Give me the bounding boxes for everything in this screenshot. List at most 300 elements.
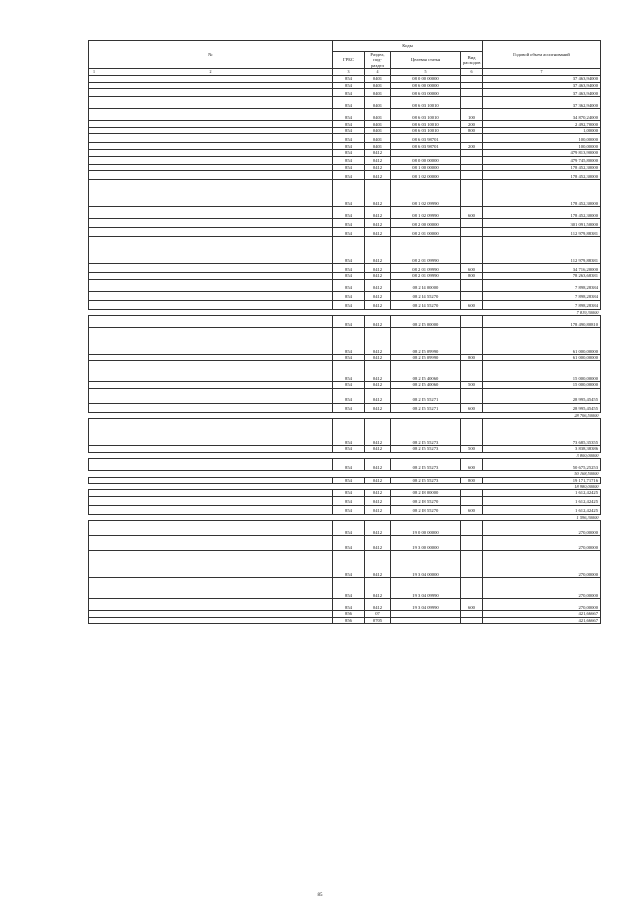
note-amount: 28 706,50000: [483, 412, 601, 418]
note-amount: 18 980,00000: [483, 483, 601, 489]
grbs-cell: 856: [333, 611, 365, 617]
amount-cell: 178 452,30000: [483, 171, 601, 180]
name-cell: [89, 316, 333, 328]
kind-cell: [461, 156, 483, 164]
kind-cell: 600: [461, 300, 483, 309]
amount-cell: 112 979,88381: [483, 237, 601, 264]
table-row: [89, 459, 601, 471]
article-header: Целевая статья: [391, 52, 461, 69]
name-cell: [89, 551, 333, 578]
article-cell: 08 1 00 00000: [391, 164, 461, 170]
table-row: [89, 134, 601, 143]
grbs-cell: 854: [333, 388, 365, 403]
article-cell: 08 1 02 09990: [391, 207, 461, 219]
kind-cell: [461, 228, 483, 237]
table-row: [89, 121, 601, 128]
section-cell: 0401: [365, 128, 391, 134]
kind-cell: [461, 180, 483, 207]
amount-cell: 15 000,00000: [483, 382, 601, 388]
amount-cell: 270,00000: [483, 551, 601, 578]
section-cell: 0412: [365, 599, 391, 611]
table-row: [89, 300, 601, 309]
article-cell: 08 6 00 00000: [391, 82, 461, 88]
kind-cell: [461, 496, 483, 505]
amount-cell: 270,00000: [483, 578, 601, 599]
kind-header: Вид расходов: [461, 52, 483, 69]
section-cell: 0412: [365, 237, 391, 264]
section-cell: 0412: [365, 180, 391, 207]
section-cell: 0412: [365, 382, 391, 388]
grbs-cell: 854: [333, 496, 365, 505]
kind-cell: [461, 617, 483, 623]
amount-cell: 1 612,42425: [483, 505, 601, 514]
grbs-cell: 854: [333, 134, 365, 143]
kind-cell: [461, 89, 483, 97]
kind-cell: 600: [461, 599, 483, 611]
name-cell: [89, 419, 333, 446]
name-cell: [89, 300, 333, 309]
column-number-6: 6: [461, 69, 483, 75]
amount-cell: 479 745,80000: [483, 156, 601, 164]
amount-cell: 270,00000: [483, 521, 601, 536]
amount-cell: 421,66667: [483, 611, 601, 617]
kind-cell: 800: [461, 355, 483, 361]
kind-cell: [461, 388, 483, 403]
section-cell: 0412: [365, 403, 391, 412]
amount-cell: 28 995,45455: [483, 403, 601, 412]
kind-cell: 800: [461, 128, 483, 134]
section-cell: 0412: [365, 291, 391, 300]
grbs-cell: 854: [333, 477, 365, 483]
section-cell: 0705: [365, 617, 391, 623]
grbs-cell: 854: [333, 180, 365, 207]
kind-cell: 600: [461, 264, 483, 273]
article-cell: 08 2 I5 09990: [391, 328, 461, 355]
page-number: 85: [317, 893, 323, 898]
article-cell: 19 3 04 09990: [391, 578, 461, 599]
section-cell: 0412: [365, 328, 391, 355]
grbs-cell: 854: [333, 490, 365, 496]
article-cell: 08 2 I5 40060: [391, 361, 461, 382]
grbs-cell: 854: [333, 219, 365, 228]
table-row: [89, 521, 601, 536]
name-cell: [89, 403, 333, 412]
article-cell: 08 6 03 10010: [391, 128, 461, 134]
grbs-cell: 854: [333, 551, 365, 578]
article-cell: 08 2 I5 40060: [391, 382, 461, 388]
name-cell: [89, 536, 333, 551]
section-cell: 0412: [365, 156, 391, 164]
article-cell: 08 2 I4 00000: [391, 279, 461, 291]
grbs-cell: 854: [333, 150, 365, 156]
grbs-header: ГРБС: [333, 52, 365, 69]
amount-cell: 37 362,94000: [483, 97, 601, 109]
budget-table: [88, 40, 601, 624]
table-row: [89, 551, 601, 578]
article-cell: 08 2 I5 55273: [391, 419, 461, 446]
amount-cell: 34 870,24000: [483, 109, 601, 121]
name-cell: [89, 599, 333, 611]
kind-cell: [461, 551, 483, 578]
section-cell: 0401: [365, 134, 391, 143]
amount-cell: 1 612,42425: [483, 490, 601, 496]
article-cell: 19 3 04 09990: [391, 599, 461, 611]
codes-header: Коды: [333, 41, 483, 52]
table-row: [89, 109, 601, 121]
table-row: [89, 361, 601, 382]
name-cell: [89, 97, 333, 109]
article-cell: 08 2 I4 55270: [391, 300, 461, 309]
grbs-cell: 854: [333, 82, 365, 88]
kind-cell: 600: [461, 505, 483, 514]
name-cell: [89, 459, 333, 471]
section-cell: 0412: [365, 150, 391, 156]
kind-cell: [461, 237, 483, 264]
name-cell: [89, 361, 333, 382]
section-cell: 0412: [365, 164, 391, 170]
article-cell: [391, 617, 461, 623]
kind-cell: [461, 134, 483, 143]
article-cell: 08 6 03 10010: [391, 97, 461, 109]
grbs-cell: 854: [333, 361, 365, 382]
grbs-cell: 854: [333, 228, 365, 237]
grbs-cell: 854: [333, 446, 365, 452]
table-row: [89, 156, 601, 164]
amount-cell: 28 995,45455: [483, 388, 601, 403]
name-cell: [89, 121, 333, 128]
table-row: [89, 617, 601, 623]
amount-cell: 37 463,94000: [483, 75, 601, 82]
name-cell: [89, 180, 333, 207]
article-cell: 08 2 00 00000: [391, 219, 461, 228]
name-cell: [89, 505, 333, 514]
name-cell: [89, 521, 333, 536]
amount-cell: 15 000,00000: [483, 361, 601, 382]
kind-cell: 800: [461, 273, 483, 279]
amount-cell: 78 263,68381: [483, 273, 601, 279]
section-cell: 0412: [365, 446, 391, 452]
kind-cell: [461, 361, 483, 382]
article-cell: 08 2 I5 09990: [391, 355, 461, 361]
table-row: [89, 143, 601, 150]
grbs-cell: 854: [333, 505, 365, 514]
name-cell: [89, 388, 333, 403]
table-row: [89, 316, 601, 328]
kind-cell: 600: [461, 459, 483, 471]
name-cell: [89, 134, 333, 143]
kind-cell: [461, 316, 483, 328]
table-row: [89, 264, 601, 273]
section-cell: 0412: [365, 171, 391, 180]
amount-cell: 421,66667: [483, 617, 601, 623]
article-cell: 08 6 03 10010: [391, 109, 461, 121]
name-cell: [89, 578, 333, 599]
section-cell: 07: [365, 611, 391, 617]
grbs-cell: 854: [333, 291, 365, 300]
amount-cell: 301 091,50000: [483, 219, 601, 228]
name-cell: [89, 617, 333, 623]
article-cell: 08 2 I5 55273: [391, 459, 461, 471]
column-name-header: [89, 41, 333, 69]
section-cell: 0401: [365, 121, 391, 128]
grbs-cell: 854: [333, 459, 365, 471]
section-header: Раздел, под-раздел: [365, 52, 391, 69]
amount-cell: 7 898,28384: [483, 291, 601, 300]
budget-table-page: [88, 40, 600, 624]
section-cell: 0412: [365, 419, 391, 446]
kind-cell: [461, 328, 483, 355]
grbs-cell: 854: [333, 164, 365, 170]
table-row: [89, 97, 601, 109]
table-row: [89, 403, 601, 412]
article-cell: 08 2 I8 55270: [391, 496, 461, 505]
table-row: [89, 180, 601, 207]
article-cell: 08 2 01 09990: [391, 273, 461, 279]
table-row: [89, 219, 601, 228]
grbs-cell: 854: [333, 171, 365, 180]
amount-cell: 1 612,42425: [483, 496, 601, 505]
grbs-cell: 854: [333, 355, 365, 361]
section-cell: 0401: [365, 143, 391, 150]
note-amount: 3 800,00000: [483, 452, 601, 458]
table-row: [89, 328, 601, 355]
table-row: [89, 291, 601, 300]
table-row: [89, 237, 601, 264]
note-amount: 1 596,30000: [483, 514, 601, 520]
table-row: [89, 496, 601, 505]
kind-cell: [461, 419, 483, 446]
section-cell: 0412: [365, 496, 391, 505]
kind-cell: 600: [461, 207, 483, 219]
grbs-cell: 854: [333, 237, 365, 264]
name-cell: [89, 171, 333, 180]
grbs-cell: 854: [333, 121, 365, 128]
name-cell: [89, 156, 333, 164]
amount-cell: 61 000,00000: [483, 355, 601, 361]
grbs-cell: 854: [333, 578, 365, 599]
column-number-4: 4: [365, 69, 391, 75]
section-cell: 0412: [365, 361, 391, 382]
kind-cell: [461, 171, 483, 180]
kind-cell: [461, 578, 483, 599]
name-cell: [89, 109, 333, 121]
article-cell: 08 2 I8 00000: [391, 490, 461, 496]
amount-cell: 178 490,80810: [483, 316, 601, 328]
kind-cell: 100: [461, 109, 483, 121]
name-cell: [89, 75, 333, 82]
column-number-3: 3: [333, 69, 365, 75]
amount-cell: 37 463,94000: [483, 82, 601, 88]
grbs-cell: 854: [333, 128, 365, 134]
article-cell: 08 0 00 00000: [391, 75, 461, 82]
kind-cell: [461, 97, 483, 109]
column-number-7: 7: [483, 69, 601, 75]
table-row: [89, 171, 601, 180]
kind-cell: 200: [461, 121, 483, 128]
grbs-cell: 854: [333, 521, 365, 536]
name-cell: [89, 207, 333, 219]
amount-cell: 479 813,90000: [483, 150, 601, 156]
grbs-cell: 854: [333, 75, 365, 82]
name-cell: [89, 219, 333, 228]
table-row: [89, 419, 601, 446]
section-cell: 0412: [365, 578, 391, 599]
name-cell: [89, 496, 333, 505]
table-row: [89, 388, 601, 403]
article-cell: 08 2 I5 55273: [391, 446, 461, 452]
name-cell: [89, 328, 333, 355]
article-cell: 08 6 03 00000: [391, 89, 461, 97]
section-cell: 0401: [365, 97, 391, 109]
name-cell: [89, 143, 333, 150]
article-cell: 19 0 00 00000: [391, 521, 461, 536]
amount-cell: 7 898,28384: [483, 300, 601, 309]
article-cell: 08 6 03 10010: [391, 121, 461, 128]
amount-cell: 37 463,94000: [483, 89, 601, 97]
amount-cell: 1,00000: [483, 128, 601, 134]
table-row: [89, 578, 601, 599]
kind-cell: [461, 291, 483, 300]
amount-cell: 19 171,71716: [483, 477, 601, 483]
grbs-cell: 854: [333, 599, 365, 611]
column-number-cell: [89, 69, 333, 75]
grbs-cell: 854: [333, 89, 365, 97]
article-cell: 08 2 I5 55273: [391, 477, 461, 483]
column-number-2: 2: [209, 69, 212, 75]
grbs-cell: 854: [333, 279, 365, 291]
article-cell: 08 1 02 00000: [391, 171, 461, 180]
section-cell: 0412: [365, 273, 391, 279]
name-cell: [89, 237, 333, 264]
table-row: [89, 599, 601, 611]
kind-cell: 500: [461, 446, 483, 452]
grbs-cell: 854: [333, 300, 365, 309]
kind-cell: 800: [461, 477, 483, 483]
kind-cell: 600: [461, 403, 483, 412]
amount-cell: 61 000,00000: [483, 328, 601, 355]
article-cell: 08 0 00 00000: [391, 156, 461, 164]
article-cell: 19 3 04 00000: [391, 551, 461, 578]
amount-cell: 178 452,30000: [483, 207, 601, 219]
name-cell: [89, 264, 333, 273]
section-cell: 0412: [365, 279, 391, 291]
note-amount: 50 168,50000: [483, 471, 601, 477]
name-cell: [89, 89, 333, 97]
grbs-cell: 854: [333, 419, 365, 446]
note-amount: 7 819,30000: [483, 309, 601, 315]
amount-cell: 100,00000: [483, 143, 601, 150]
name-cell: [89, 228, 333, 237]
amount-cell: 100,00000: [483, 134, 601, 143]
section-cell: 0401: [365, 89, 391, 97]
amount-cell: 270,00000: [483, 536, 601, 551]
grbs-cell: 854: [333, 403, 365, 412]
section-cell: 0412: [365, 219, 391, 228]
amount-cell: 2 492,70000: [483, 121, 601, 128]
article-cell: 08 2 I5 55271: [391, 388, 461, 403]
name-cell: [89, 279, 333, 291]
article-cell: 08 2 01 00000: [391, 228, 461, 237]
article-cell: 08 6 03 98701: [391, 134, 461, 143]
section-cell: 0412: [365, 316, 391, 328]
amount-cell: 178 452,30000: [483, 180, 601, 207]
amount-cell: 112 979,88381: [483, 228, 601, 237]
table-row: [89, 536, 601, 551]
article-cell: 08 2 I8 55270: [391, 505, 461, 514]
kind-cell: 200: [461, 143, 483, 150]
amount-cell: 7 898,28384: [483, 279, 601, 291]
section-cell: 0412: [365, 264, 391, 273]
column-number-1: 1: [93, 69, 95, 75]
amount-cell: 270,00000: [483, 599, 601, 611]
section-cell: 0401: [365, 109, 391, 121]
kind-cell: [461, 536, 483, 551]
column-number-label: №: [208, 51, 213, 57]
kind-cell: 500: [461, 382, 483, 388]
article-cell: 08 1 02 09990: [391, 180, 461, 207]
section-cell: 0412: [365, 388, 391, 403]
grbs-cell: 854: [333, 273, 365, 279]
amount-cell: 3 838,38386: [483, 446, 601, 452]
grbs-cell: 854: [333, 536, 365, 551]
kind-cell: [461, 219, 483, 228]
section-cell: 0412: [365, 536, 391, 551]
article-cell: 08 2 01 09990: [391, 264, 461, 273]
grbs-cell: 854: [333, 143, 365, 150]
grbs-cell: 854: [333, 207, 365, 219]
amount-cell: 34 716,20000: [483, 264, 601, 273]
article-cell: 08 6 03 98701: [391, 143, 461, 150]
table-row: [89, 75, 601, 82]
grbs-cell: 854: [333, 97, 365, 109]
grbs-cell: 854: [333, 264, 365, 273]
grbs-cell: 854: [333, 328, 365, 355]
table-row: [89, 89, 601, 97]
article-cell: 08 2 I4 55270: [391, 291, 461, 300]
section-cell: 0412: [365, 300, 391, 309]
budget-table-body: [89, 75, 601, 623]
grbs-cell: 854: [333, 109, 365, 121]
amount-cell: 178 452,30000: [483, 164, 601, 170]
article-cell: 08 2 01 09990: [391, 237, 461, 264]
table-row: [89, 505, 601, 514]
table-row: [89, 207, 601, 219]
grbs-cell: 854: [333, 316, 365, 328]
section-cell: 0412: [365, 459, 391, 471]
amount-cell: 73 685,35355: [483, 419, 601, 446]
amount-cell: 50 675,25253: [483, 459, 601, 471]
section-cell: 0412: [365, 228, 391, 237]
kind-cell: [461, 521, 483, 536]
kind-cell: [461, 75, 483, 82]
total-header: Годовой объем ассигнований: [483, 41, 601, 69]
section-cell: 0412: [365, 477, 391, 483]
section-cell: 0401: [365, 82, 391, 88]
section-cell: 0412: [365, 505, 391, 514]
table-row: [89, 279, 601, 291]
article-cell: 08 2 I5 00000: [391, 316, 461, 328]
grbs-cell: 854: [333, 382, 365, 388]
name-cell: [89, 291, 333, 300]
article-cell: 19 3 00 00000: [391, 536, 461, 551]
section-cell: 0412: [365, 551, 391, 578]
section-cell: 0401: [365, 75, 391, 82]
column-number-5: 5: [391, 69, 461, 75]
table-row: [89, 228, 601, 237]
grbs-cell: 856: [333, 617, 365, 623]
article-cell: 08 2 I5 55271: [391, 403, 461, 412]
section-cell: 0412: [365, 490, 391, 496]
